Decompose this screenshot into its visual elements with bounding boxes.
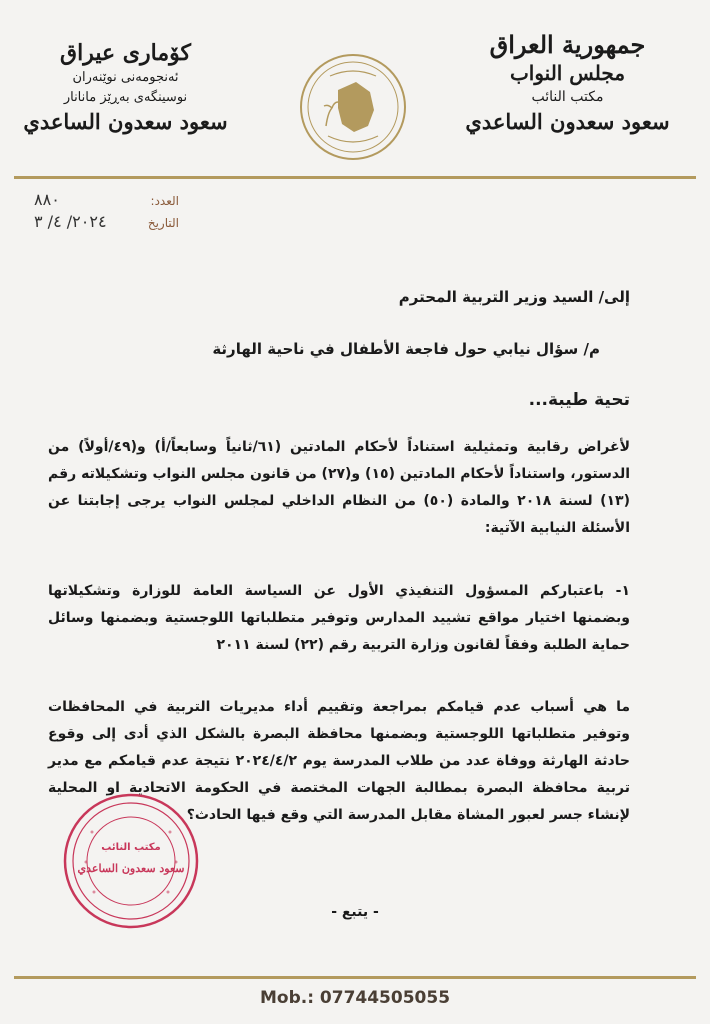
office-stamp-icon [62, 792, 200, 930]
header-mp-name: سعود سعدون الساعدي [465, 109, 670, 134]
header-divider [14, 176, 696, 179]
paragraph-question-2: ما هي أسباب عدم قيامكم بمراجعة وتقييم أداء مديريات التربية في المحافظات وتوفير متطلباتها اللوجستية وبضمنها محافظة البصرة بالشكل الذي أدى إلى وقوع حادثة الهارثة ووفاة عدد من طلاب المدرسة يوم ٢٠٢٤/٤/٢ نتيجة عدم قيامكم مع مدير تربية محافظة البصرة بمطالبة الجهات المختصة في الحكومة الاتحادية او المحلية لإنشاء جسر لعبور المشاة مقابل المدرسة التي وقع فيها الحادث؟ [48, 699, 630, 823]
recipient-line: إلى/ السيد وزير التربية المحترم [398, 288, 630, 306]
header-mp-name-kurdish: سعود سعدون الساعدي [23, 109, 228, 134]
footer-divider [14, 976, 696, 979]
number-label: العدد: [150, 194, 179, 208]
greeting: تحية طيبة... [528, 390, 630, 410]
header-arabic [465, 30, 670, 136]
header-office: مكتب النائب [531, 89, 604, 105]
date-label: التاريخ [147, 216, 179, 230]
number-value: ٨٨٠ [34, 190, 60, 209]
header-parliament-kurdish: ئه‌نجومه‌نی نوێنه‌ران [72, 70, 179, 85]
header-country-kurdish: كۆماری عیراق [60, 40, 191, 66]
header-kurdish [18, 38, 233, 136]
continued-marker: - يتبع - [331, 904, 379, 920]
stamp-name: سعود سعدون الساعدي [77, 862, 185, 875]
mobile-number: Mob.: 07744505055 [259, 988, 451, 1008]
header-office-kurdish: نوسینگه‌ی به‌ڕێز مانانار [63, 90, 188, 105]
paragraph-intro: لأغراض رقابية وتمثيلية استناداً لأحكام المادتين (٦١/ثانياً وسابعاً/أ) و(٤٩/أولاً) من الدستور، واستناداً لأحكام المادتين (١٥) و(٢٧) من قانون مجلس النواب وتشكيلاته رقم (١٣) لسنة ٢٠١٨ والمادة (٥٠) من النظام الداخلي لمجلس النواب يرجى إجابتنا عن الأسئلة النيابية الآتية: [48, 439, 631, 536]
parliament-emblem-icon [298, 52, 408, 162]
subject-line: م/ سؤال نيابي حول فاجعة الأطفال في ناحية الهارثة [212, 340, 600, 358]
paragraph-question-1: ١- باعتباركم المسؤول التنفيذي الأول عن السياسة العامة للوزارة وتشكيلاتها وبضمنها اختيار مواقع تشييد المدارس وتوفير متطلباتها اللوجستية وبضمنها وسائل حماية الطلبة وفقاً لقانون وزارة التربية رقم (٢٢) لسنة ٢٠١١ [48, 583, 630, 653]
header-parliament: مجلس النواب [509, 61, 626, 85]
stamp-title: مكتب النائب [101, 842, 161, 853]
reference-block [34, 190, 179, 234]
header-country: جمهورية العراق [489, 30, 646, 59]
date-value: ٢٠٢٤/ ٤/ ٣ [34, 212, 107, 231]
